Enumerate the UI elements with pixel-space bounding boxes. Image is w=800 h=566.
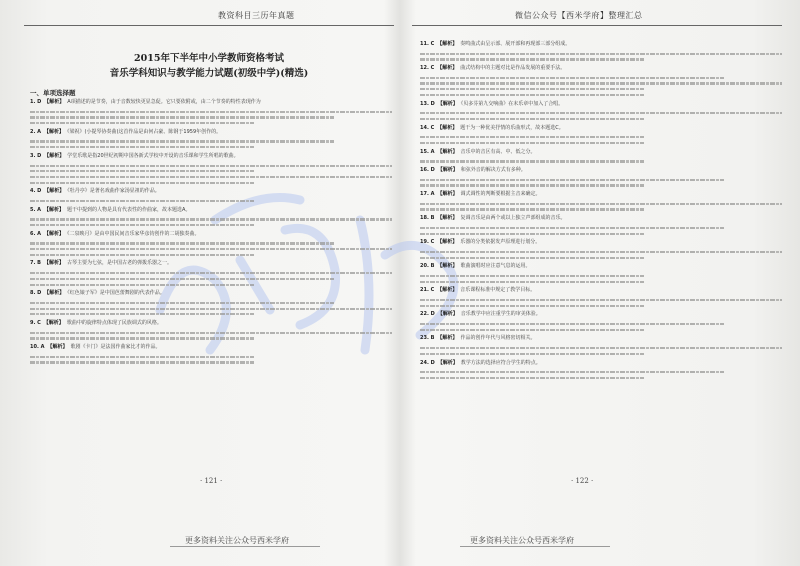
analysis-text: 音乐教学中应注重学生的审美体验。 xyxy=(460,311,541,318)
text-line xyxy=(420,353,644,355)
answer-item xyxy=(420,310,782,331)
answer-number: 24. D xyxy=(420,359,435,366)
answer-number: 22. D xyxy=(420,311,435,318)
answer-number: 23. B xyxy=(420,335,435,342)
text-line xyxy=(420,371,724,373)
answer-first-line xyxy=(30,343,392,352)
answer-first-line xyxy=(420,124,782,133)
text-line xyxy=(420,94,644,96)
analysis-tag: 【解析】 xyxy=(437,65,458,72)
answer-first-line xyxy=(30,128,392,137)
analysis-text: 歌曲演唱时应注意气息的运用。 xyxy=(460,263,531,270)
running-header-left: 教资科目三历年真题 xyxy=(218,11,295,20)
analysis-text: 《牡丹亭》是著名戏曲作家汤显祖的作品。 xyxy=(67,188,160,195)
text-line xyxy=(30,176,392,178)
text-line xyxy=(420,53,782,55)
page-number-right: · 122 · xyxy=(571,477,594,485)
answer-first-line xyxy=(30,206,392,215)
document-title-line1: 2015年下半年中小学教师资格考试 xyxy=(134,53,284,64)
answer-first-line xyxy=(420,190,782,199)
text-line xyxy=(420,305,644,307)
analysis-text: 奏鸣曲式由呈示部、展开部和再现部三部分组成。 xyxy=(460,41,571,47)
analysis-text: 学堂乐歌是指20世纪初期中国各新式学校中开设的音乐课和学生所唱的歌曲。 xyxy=(67,152,239,159)
text-line xyxy=(30,116,334,118)
text-line xyxy=(420,251,782,253)
answer-item xyxy=(30,230,392,256)
text-line xyxy=(420,323,724,325)
analysis-text: 调式调性的判断要根据主音来确定。 xyxy=(460,191,541,198)
text-line xyxy=(30,122,254,124)
analysis-tag: 【解析】 xyxy=(437,124,458,131)
text-line xyxy=(420,281,644,283)
text-line xyxy=(30,272,392,274)
analysis-text: 音乐中的音区有高、中、低之分。 xyxy=(460,148,536,155)
answer-item xyxy=(420,334,782,355)
analysis-text: A项描述的是节奏，由于音数较快更显急促。它只要依附或，由二个节奏的特性表现作为 xyxy=(67,99,261,105)
answer-number: 4. D xyxy=(30,188,42,195)
analysis-tag: 【解析】 xyxy=(44,99,65,105)
text-line xyxy=(420,88,644,90)
analysis-tag: 【解析】 xyxy=(437,263,458,270)
answer-number: 19. C xyxy=(420,239,435,246)
text-line xyxy=(30,111,392,113)
text-line xyxy=(30,361,254,363)
answer-number: 5. A xyxy=(30,206,41,213)
analysis-tag: 【解析】 xyxy=(44,188,65,195)
analysis-tag: 【解析】 xyxy=(437,215,458,222)
answer-item xyxy=(420,190,782,211)
analysis-text: 《二泉映月》是由中国民间音乐家华彦钧创作的二胡独奏曲。 xyxy=(67,230,200,237)
left-column-answers xyxy=(30,98,392,367)
answer-first-line xyxy=(420,64,782,73)
answer-number: 20. B xyxy=(420,263,435,270)
text-line xyxy=(420,227,724,229)
text-line xyxy=(420,112,782,114)
analysis-tag: 【解析】 xyxy=(43,260,64,267)
answer-first-line xyxy=(420,286,782,295)
analysis-tag: 【解析】 xyxy=(44,230,65,237)
text-line xyxy=(420,58,644,60)
text-line xyxy=(30,224,254,226)
text-line xyxy=(420,160,644,162)
answer-number: 14. C xyxy=(420,124,435,131)
answer-item xyxy=(420,238,782,259)
analysis-text: 题干为一种优美抒情的乐曲形式，故本题选C。 xyxy=(460,124,564,131)
text-line xyxy=(420,275,644,277)
answer-first-line xyxy=(30,230,392,239)
analysis-tag: 【解析】 xyxy=(44,290,65,297)
answer-number: 11. C xyxy=(420,41,435,47)
answer-number: 13. D xyxy=(420,100,435,107)
section-heading: 一、单项选择题 xyxy=(30,89,76,97)
analysis-tag: 【解析】 xyxy=(44,206,65,213)
text-line xyxy=(30,332,392,334)
footer-rule-right xyxy=(460,546,610,547)
answer-first-line xyxy=(420,359,782,368)
answer-item xyxy=(30,289,392,315)
analysis-tag: 【解析】 xyxy=(437,287,458,294)
text-line xyxy=(30,242,334,244)
answer-item xyxy=(30,152,392,184)
answer-first-line xyxy=(30,187,392,196)
document-title-line2: 音乐学科知识与教学能力试题(初级中学)(精选) xyxy=(109,68,309,79)
answer-number: 10. A xyxy=(30,344,45,350)
text-line xyxy=(420,329,644,331)
answer-first-line xyxy=(420,100,782,109)
text-line xyxy=(420,377,644,379)
answer-item xyxy=(30,343,392,364)
answer-first-line xyxy=(420,262,782,271)
analysis-text: 音乐课程标准中规定了教学目标。 xyxy=(460,287,536,294)
analysis-text: 《贝多芬第九交响曲》在末乐章中加入了合唱。 xyxy=(460,100,564,107)
answer-first-line xyxy=(420,334,782,343)
text-line xyxy=(30,302,334,304)
answer-first-line xyxy=(420,238,782,247)
analysis-tag: 【解析】 xyxy=(44,128,65,135)
answer-number: 16. D xyxy=(420,167,435,173)
answer-item xyxy=(420,262,782,283)
answer-number: 3. D xyxy=(30,152,42,159)
answer-item xyxy=(420,214,782,235)
text-line xyxy=(420,203,782,205)
analysis-text: 歌曲中的旋律特点体现了民族调式的风格。 xyxy=(66,319,162,326)
answer-first-line xyxy=(30,152,392,161)
analysis-text: 题干中提到的人物是具有代表性的作曲家，故本题选A。 xyxy=(67,206,191,213)
analysis-tag: 【解析】 xyxy=(437,41,458,47)
text-line xyxy=(420,299,782,301)
text-line xyxy=(30,165,392,167)
running-header-right: 微信公众号【西米学府】整理汇总 xyxy=(515,11,643,20)
answer-item xyxy=(30,259,392,285)
text-line xyxy=(30,218,392,220)
text-line xyxy=(30,182,254,184)
answer-number: 1. D xyxy=(30,99,42,105)
text-line xyxy=(30,200,254,202)
answer-number: 7. B xyxy=(30,260,41,267)
answer-first-line xyxy=(420,310,782,319)
right-column-answers xyxy=(420,40,782,383)
analysis-tag: 【解析】 xyxy=(437,359,458,366)
text-line xyxy=(30,278,334,280)
header-rule-right xyxy=(412,25,782,26)
text-line xyxy=(30,356,254,358)
answer-first-line xyxy=(30,98,392,107)
answer-number: 12. C xyxy=(420,65,435,72)
analysis-text: 《梁祝》(小提琴协奏曲)这首作品是由何占豪、陈钢于1959年创作的。 xyxy=(67,128,222,135)
header-rule-left xyxy=(24,25,394,26)
analysis-text: 古琴主要为七弦，是中国古老的弹拨乐器之一。 xyxy=(66,260,172,267)
text-line xyxy=(420,142,644,144)
answer-first-line xyxy=(420,166,782,175)
analysis-text: 乐器的分类依据发声原理进行划分。 xyxy=(460,239,541,246)
analysis-text: 教学方法的选择应符合学生的特点。 xyxy=(460,359,541,366)
answer-number: 2. A xyxy=(30,128,41,135)
text-line xyxy=(30,170,254,172)
answer-item xyxy=(420,124,782,145)
answer-number: 18. B xyxy=(420,215,435,222)
answer-item xyxy=(30,206,392,227)
analysis-tag: 【解析】 xyxy=(437,335,458,342)
answer-number: 17. A xyxy=(420,191,435,198)
footer-rule-left xyxy=(170,546,320,547)
answer-item xyxy=(30,319,392,340)
analysis-tag: 【解析】 xyxy=(437,311,458,318)
answer-first-line xyxy=(30,289,392,298)
analysis-tag: 【解析】 xyxy=(47,344,68,350)
answer-first-line xyxy=(420,214,782,223)
text-line xyxy=(420,77,724,79)
text-line xyxy=(30,254,254,256)
answer-number: 6. A xyxy=(30,230,41,237)
analysis-tag: 【解析】 xyxy=(437,100,458,107)
text-line xyxy=(420,82,782,84)
analysis-text: 《红色娘子军》是中国芭蕾舞剧的代表作品。 xyxy=(67,290,165,297)
answer-first-line xyxy=(30,319,392,328)
analysis-tag: 【解析】 xyxy=(437,148,458,155)
analysis-text: 复调音乐是由两个或以上独立声部组成的音乐。 xyxy=(460,215,566,222)
text-line xyxy=(30,248,392,250)
answer-first-line xyxy=(420,40,782,49)
text-line xyxy=(30,313,254,315)
analysis-tag: 【解析】 xyxy=(43,319,64,326)
analysis-tag: 【解析】 xyxy=(437,239,458,246)
text-line xyxy=(420,257,644,259)
analysis-text: 曲式结构中的主题对比是作品发展的重要手法。 xyxy=(460,65,566,72)
text-line xyxy=(30,140,334,142)
analysis-text: 和弦外音的解决方式有多种。 xyxy=(460,167,526,173)
text-line xyxy=(420,347,782,349)
answer-item xyxy=(420,64,782,96)
text-line xyxy=(420,136,644,138)
answer-item xyxy=(420,359,782,380)
text-line xyxy=(30,284,254,286)
answer-item xyxy=(420,286,782,307)
answer-item xyxy=(30,98,392,124)
answer-item xyxy=(420,148,782,163)
text-line xyxy=(420,118,644,120)
text-line xyxy=(420,233,644,235)
answer-number: 15. A xyxy=(420,148,435,155)
answer-number: 21. C xyxy=(420,287,435,294)
text-line xyxy=(30,146,254,148)
page-number-left: · 121 · xyxy=(200,477,223,485)
answer-first-line xyxy=(420,148,782,157)
text-line xyxy=(30,337,254,339)
answer-item xyxy=(30,128,392,149)
answer-number: 8. D xyxy=(30,290,42,297)
analysis-tag: 【解析】 xyxy=(44,152,65,159)
text-line xyxy=(420,179,724,181)
analysis-text: 作品的创作年代与风格密切相关。 xyxy=(460,335,536,342)
answer-item xyxy=(30,187,392,202)
analysis-text: 歌剧《卡门》是法国作曲家比才的作品。 xyxy=(70,344,161,350)
answer-item xyxy=(420,100,782,121)
text-line xyxy=(30,308,392,310)
analysis-tag: 【解析】 xyxy=(437,191,458,198)
text-line xyxy=(420,208,644,210)
footer-note-left: 更多资料关注公众号西米学府 xyxy=(185,536,289,545)
answer-first-line xyxy=(30,259,392,268)
footer-note-right: 更多资料关注公众号西米学府 xyxy=(470,536,574,545)
analysis-tag: 【解析】 xyxy=(437,167,458,173)
answer-item xyxy=(420,166,782,187)
text-line xyxy=(420,184,644,186)
answer-item xyxy=(420,40,782,61)
answer-number: 9. C xyxy=(30,319,41,326)
